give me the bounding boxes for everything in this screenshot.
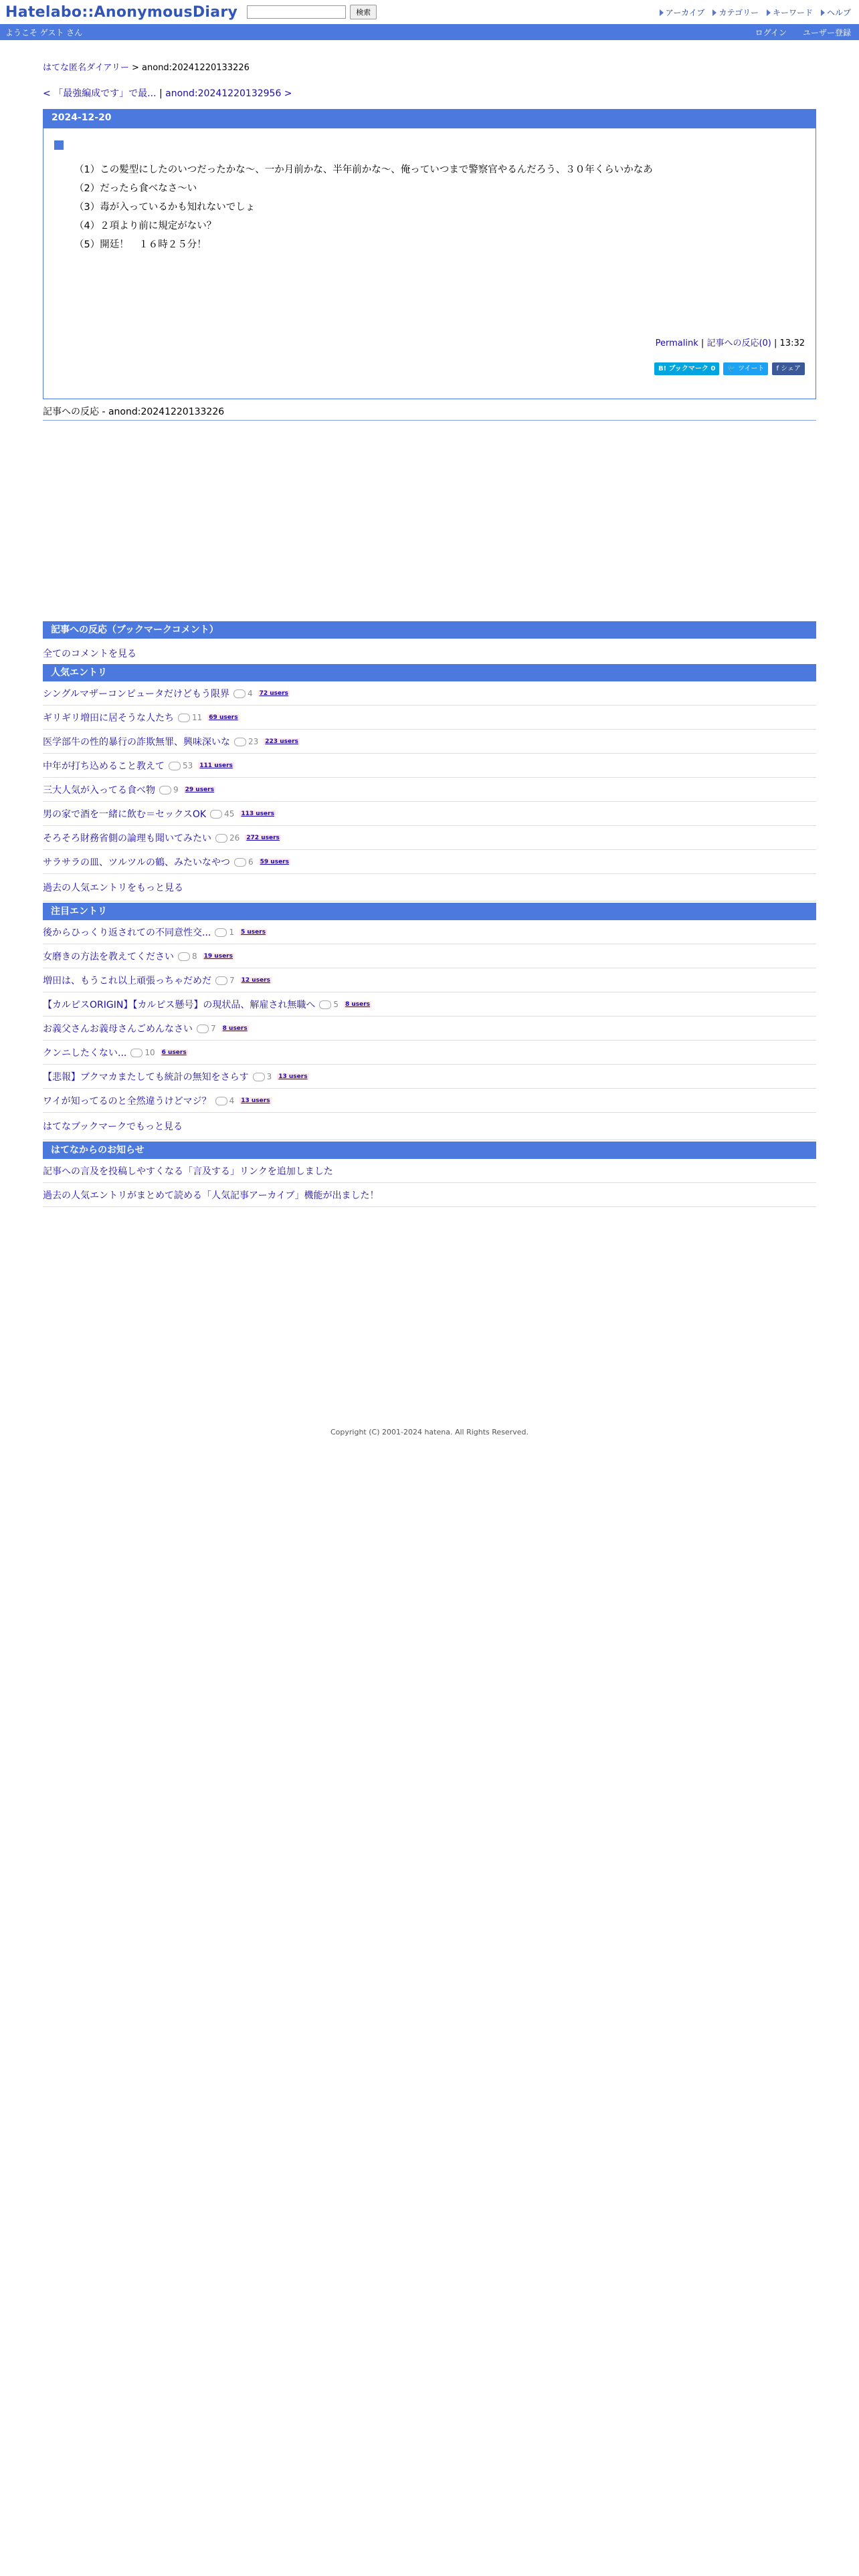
comment-count-value: 23	[248, 737, 259, 746]
breadcrumb	[43, 60, 816, 73]
users-badge[interactable]: 13 users	[278, 1073, 308, 1080]
comment-count-value: 8	[192, 952, 197, 961]
comment-count	[169, 761, 193, 770]
users-badge[interactable]: 72 users	[259, 690, 288, 697]
comment-count	[210, 809, 234, 819]
list-item	[43, 1016, 816, 1041]
site-logo[interactable]: Hatelabo::AnonymousDiary	[5, 3, 238, 21]
entry-date: 2024-12-20	[43, 110, 816, 128]
more-featured-link[interactable]: はてなブックマークでもっと見る	[43, 1113, 816, 1140]
users-badge[interactable]: 6 users	[161, 1049, 187, 1056]
welcome-bar	[0, 24, 859, 40]
users-badge[interactable]: 12 users	[241, 977, 270, 984]
comment-count-value: 4	[247, 689, 253, 698]
breadcrumb-current: anond:20241220133226	[142, 63, 250, 73]
comment-count	[178, 952, 197, 961]
meta-separator: |	[774, 338, 777, 348]
popular-entry-link[interactable]: ギリギリ増田に居そうな人たち	[43, 713, 174, 724]
top-nav	[660, 7, 851, 18]
comment-bubble-icon	[253, 1073, 265, 1081]
popular-entry-link[interactable]: 医学部牛の性的暴行の詐欺無罪、興味深いな	[43, 737, 230, 748]
popular-entry-link[interactable]: 男の家で酒を一緒に飲む＝セックスOK	[43, 809, 207, 820]
users-badge[interactable]: 113 users	[241, 811, 274, 817]
notice-link[interactable]: 記事への言及を投稿しやすくなる「言及する」リンクを追加しました	[43, 1166, 333, 1177]
comment-count-value: 3	[266, 1072, 272, 1081]
featured-entry-link[interactable]: 後からひっくり返されての不同意性交...	[43, 928, 211, 938]
facebook-share-label: シェア	[781, 365, 801, 372]
comment-count-value: 5	[333, 1000, 339, 1009]
entry-line: （5）開廷！ １６時２５分！	[74, 239, 207, 250]
hatena-bookmark-button[interactable]: B! ブックマーク 0	[654, 362, 719, 375]
featured-entry-link[interactable]: 増田は、もうこれ以上頑張っちゃだめだ	[43, 976, 211, 986]
entry-line: （3）毒が入っているかも知れないでしょ	[74, 202, 256, 213]
comment-count	[215, 1096, 235, 1105]
notices-heading: はてなからのお知らせ	[43, 1142, 816, 1159]
facebook-icon: f	[776, 365, 781, 372]
nav-archive[interactable]	[660, 7, 705, 18]
prev-entry-link[interactable]: < 「最強編成です」で最...	[43, 88, 157, 99]
comment-bubble-icon	[159, 786, 171, 794]
popular-entry-link[interactable]: 中年が打ち込めること教えて	[43, 761, 165, 772]
search-button[interactable]: 検索	[350, 5, 377, 19]
comment-bubble-icon	[210, 810, 222, 819]
comment-count	[197, 1024, 216, 1033]
list-item	[43, 730, 816, 754]
permalink[interactable]: Permalink	[655, 338, 698, 348]
list-item	[43, 850, 816, 874]
entry-pager	[43, 86, 816, 100]
featured-heading: 注目エントリ	[43, 903, 816, 920]
list-item	[43, 944, 816, 968]
comment-bubble-icon	[234, 858, 246, 867]
list-item	[43, 1089, 816, 1113]
comment-count-value: 7	[211, 1024, 216, 1033]
comment-count-value: 45	[224, 809, 235, 819]
popular-list	[43, 681, 816, 874]
reaction-link[interactable]: 記事への反応(0)	[706, 338, 771, 348]
featured-entry-link[interactable]: お義父さんお義母さんごめんなさい	[43, 1024, 193, 1035]
popular-entry-link[interactable]: そろそろ財務省側の論理も聞いてみたい	[43, 833, 211, 844]
search-input[interactable]	[247, 5, 346, 19]
comment-count	[215, 928, 234, 937]
list-item	[43, 826, 816, 850]
comment-count-value: 10	[145, 1048, 155, 1057]
comment-count	[215, 976, 235, 985]
tweet-label: ツイート	[737, 365, 765, 372]
featured-list	[43, 920, 816, 1113]
comment-count	[253, 1072, 272, 1081]
comment-count-value: 9	[173, 785, 179, 794]
entry-square-icon[interactable]	[54, 140, 64, 150]
comment-bubble-icon	[178, 952, 190, 961]
entry-text	[54, 165, 805, 251]
featured-entry-link[interactable]: 【悲報】ブクマカまたしても統計の無知をさらす	[43, 1072, 249, 1083]
comment-bubble-icon	[197, 1025, 209, 1033]
comment-count	[234, 857, 254, 867]
comment-count-value: 53	[183, 761, 193, 770]
meta-separator: |	[700, 338, 704, 348]
list-item	[43, 920, 816, 944]
comment-count	[233, 689, 253, 698]
comment-count	[215, 833, 240, 843]
users-badge[interactable]: 111 users	[199, 762, 233, 769]
comment-bubble-icon	[215, 976, 227, 985]
comment-bubble-icon	[215, 834, 227, 843]
nav-keyword-label: キーワード	[772, 8, 813, 17]
popular-entry-link[interactable]: シングルマザーコンピュータだけどもう限界	[43, 689, 229, 700]
bookmark-comments-heading: 記事への反応（ブックマークコメント）	[43, 621, 816, 639]
comment-bubble-icon	[169, 762, 181, 770]
users-badge[interactable]: 8 users	[345, 1001, 371, 1008]
entry-line: （4）２項より前に規定がない？	[74, 221, 217, 231]
popular-entry-link[interactable]: 三大人気が入ってる食べ物	[43, 785, 155, 796]
welcome-text: ようこそ ゲスト さん	[5, 27, 83, 37]
comment-count	[178, 713, 202, 722]
next-entry-link[interactable]: anond:20241220132956 >	[165, 88, 292, 99]
comment-count-value: 1	[229, 928, 234, 937]
nav-help[interactable]	[821, 7, 851, 18]
tweet-button[interactable]	[723, 362, 768, 375]
list-item	[43, 754, 816, 778]
triangle-icon	[821, 9, 825, 16]
entry-line: （2）だったら食べなさ〜い	[74, 183, 197, 194]
list-item	[43, 802, 816, 826]
users-badge[interactable]: 59 users	[260, 859, 289, 865]
comment-bubble-icon	[234, 738, 246, 746]
reaction-heading: 記事への反応 - anond:20241220133226	[43, 405, 816, 421]
popular-heading: 人気エントリ	[43, 664, 816, 681]
pager-separator: |	[159, 88, 163, 99]
list-item	[43, 1183, 816, 1207]
featured-entry-link[interactable]: 女磨きの方法を教えてください	[43, 952, 174, 962]
notice-link[interactable]: 過去の人気エントリがまとめて読める「人気記事アーカイブ」機能が出ました！	[43, 1190, 379, 1201]
comment-bubble-icon	[178, 714, 190, 722]
comment-bubble-icon	[233, 689, 246, 698]
list-item	[43, 778, 816, 802]
entry-time: 13:32	[779, 338, 805, 348]
notices-list	[43, 1159, 816, 1207]
nav-archive-label: アーカイブ	[665, 8, 705, 17]
register-link[interactable]: ユーザー登録	[802, 27, 851, 37]
list-item	[43, 1041, 816, 1065]
footer-copyright: Copyright (C) 2001-2024 hatena. All Rights Reserved.	[330, 1428, 529, 1436]
featured-entry-link[interactable]: ワイが知ってるのと全然違うけどマジ？	[43, 1096, 211, 1107]
more-popular-link[interactable]: 過去の人気エントリをもっと見る	[43, 874, 816, 901]
users-badge[interactable]: 29 users	[185, 786, 214, 793]
main-content	[43, 40, 816, 1436]
comment-bubble-icon	[130, 1049, 142, 1057]
comment-count-value: 4	[229, 1096, 235, 1105]
top-bar	[0, 0, 859, 24]
twitter-icon: 🐦	[727, 365, 738, 372]
list-item	[43, 681, 816, 706]
entry-line: （1）この髪型にしたのいつだったかな〜、一か月前かな、半年前かな〜、俺っていつまで警察官やるんだろう、３０年くらいかなあ	[74, 165, 653, 175]
comment-bubble-icon	[215, 928, 227, 937]
all-comments-link[interactable]: 全てのコメントを見る	[43, 649, 136, 659]
share-buttons	[654, 362, 805, 375]
popular-entry-link[interactable]: サラサラの皿、ツルツルの鶴、みたいなやつ	[43, 857, 230, 868]
triangle-icon	[767, 9, 771, 16]
comment-count-value: 26	[229, 833, 240, 843]
triangle-icon	[712, 9, 717, 16]
triangle-icon	[660, 9, 664, 16]
login-link[interactable]: ログイン	[755, 27, 787, 37]
comment-count	[159, 785, 179, 794]
users-badge[interactable]: 5 users	[241, 929, 266, 936]
facebook-share-button[interactable]	[772, 362, 805, 375]
comment-bubble-icon	[319, 1000, 331, 1009]
list-item	[43, 1159, 816, 1183]
comment-count-value: 11	[192, 713, 203, 722]
nav-category[interactable]	[712, 7, 759, 18]
breadcrumb-separator: >	[131, 63, 139, 73]
featured-entry-link[interactable]: クンニしたくない...	[43, 1048, 127, 1059]
comment-count-value: 6	[248, 857, 254, 867]
breadcrumb-home[interactable]: はてな匿名ダイアリー	[43, 63, 129, 73]
list-item	[43, 968, 816, 992]
comment-bubble-icon	[215, 1097, 227, 1105]
users-badge[interactable]: 272 users	[246, 835, 280, 841]
comment-count-value: 7	[229, 976, 235, 985]
comment-count	[319, 1000, 339, 1009]
featured-entry-link[interactable]: 【カルピスORIGIN】【カルピス懸号】の現状品、解雇され無職へ	[43, 1000, 316, 1010]
list-item	[43, 1065, 816, 1089]
entry-body	[43, 128, 816, 399]
nav-help-label: ヘルプ	[826, 8, 851, 17]
users-badge[interactable]: 8 users	[222, 1025, 248, 1032]
users-badge[interactable]: 223 users	[265, 738, 298, 745]
users-badge[interactable]: 13 users	[241, 1097, 270, 1104]
entry-meta	[656, 336, 805, 348]
nav-category-label: カテゴリー	[719, 8, 759, 17]
users-badge[interactable]: 69 users	[209, 714, 238, 721]
entry	[43, 109, 816, 399]
nav-keyword[interactable]	[767, 7, 813, 18]
list-item	[43, 992, 816, 1016]
users-badge[interactable]: 19 users	[203, 953, 233, 960]
comment-count	[130, 1048, 155, 1057]
comment-count	[234, 737, 258, 746]
list-item	[43, 706, 816, 730]
